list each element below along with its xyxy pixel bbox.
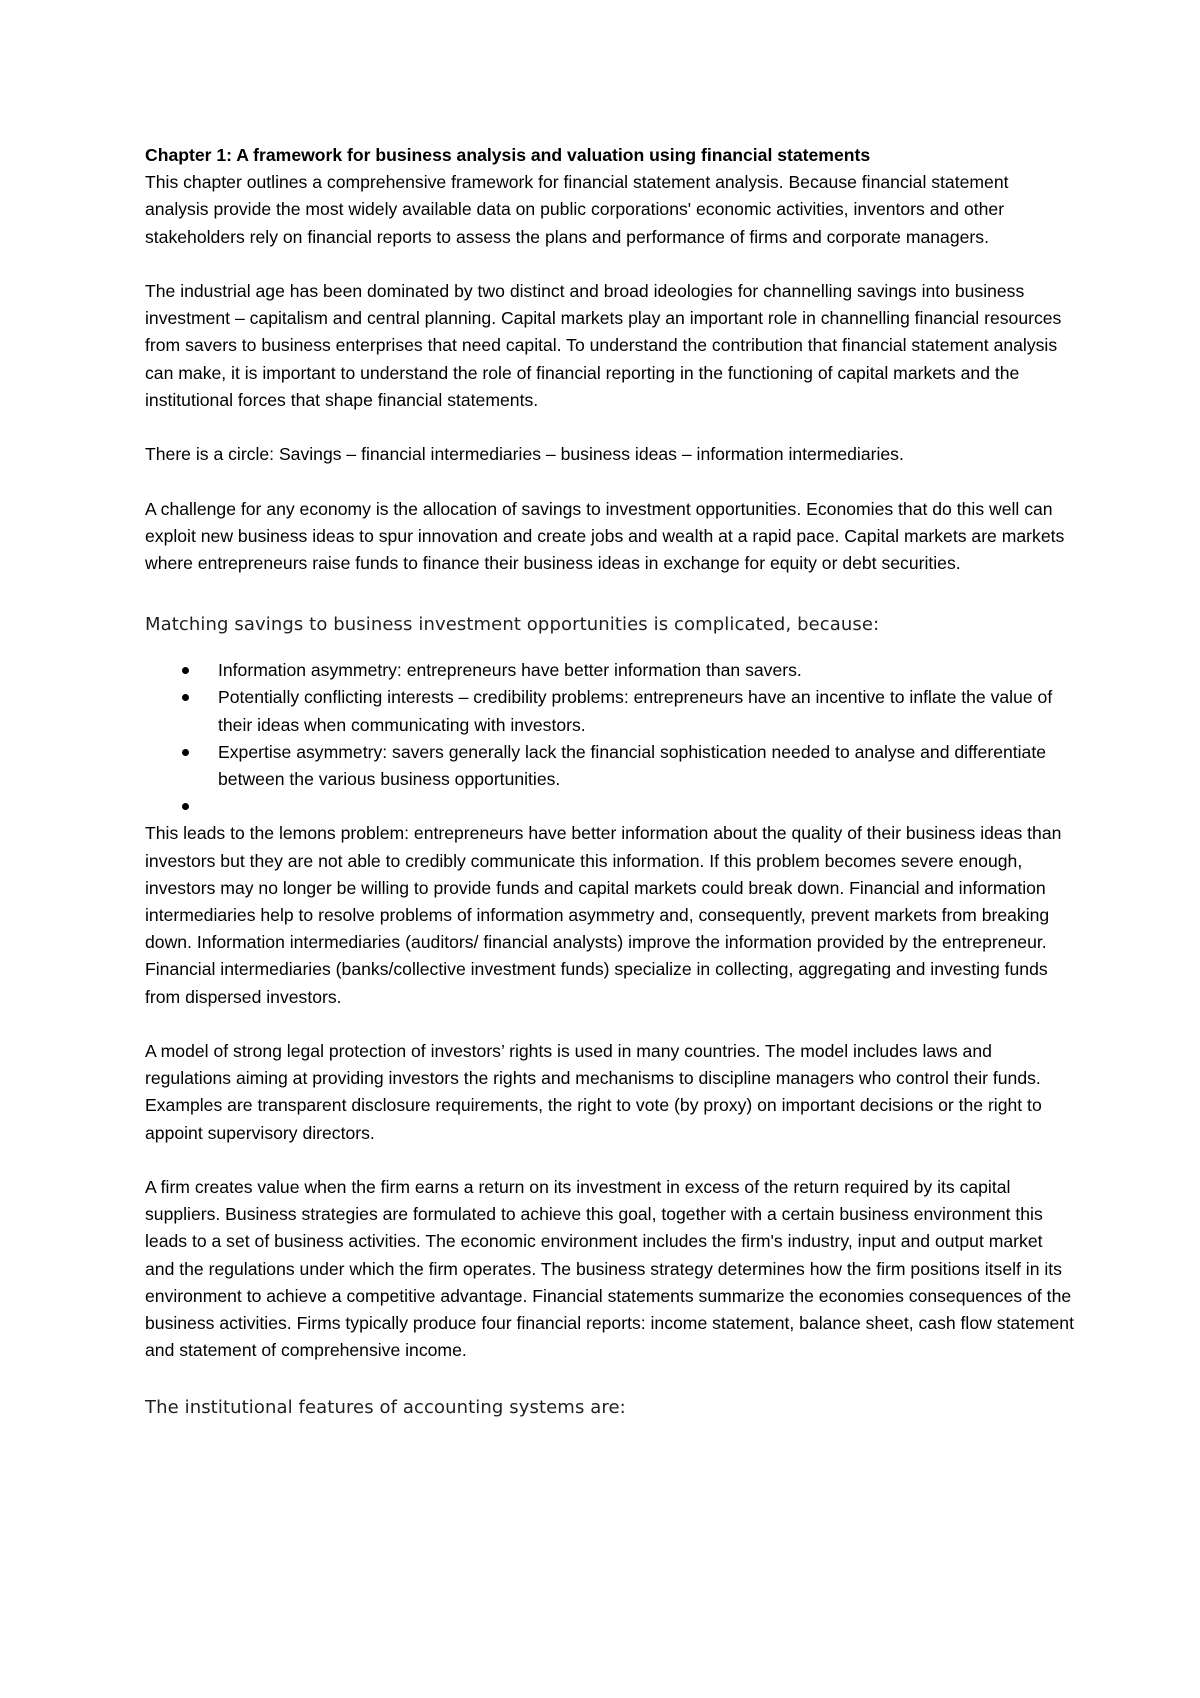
matching-heading: Matching savings to business investment opportunities is complicated, because: [145, 614, 880, 636]
bullet-icon [182, 803, 189, 810]
list-item [145, 739, 1075, 793]
list-item-text: Expertise asymmetry: savers generally lack the financial sophistication needed to analyse and differentiate between the various business opportunities. [218, 741, 1047, 790]
bullet-icon [182, 749, 189, 756]
challenge-paragraph: A challenge for any economy is the allocation of savings to investment opportunities. Economies that do this well can exploit new business ideas to spur innovation and create jobs and wealth at a rapid pace. Capital markets are markets where entrepreneurs raise funds to finance their business ideas in exchange for equity or debt securities. [145, 498, 1065, 573]
bullet-icon [182, 667, 189, 674]
lemons-paragraph: This leads to the lemons problem: entrepreneurs have better information about the quality of their business ideas than investors but they are not able to credibly communicate this information. If this problem becomes severe enough, investors may no longer be willing to provide funds and capital markets could break down. Financial and information intermediaries help to resolve problems of information asymmetry and, consequently, prevent markets from breaking down. Information intermediaries (auditors/ financial analysts) improve the information provided by the entrepreneur. Financial intermediaries (banks/collective investment funds) specialize in collecting, aggregating and investing funds from dispersed investors. [145, 823, 1062, 1007]
document-body [145, 142, 1075, 1421]
list-item-text: Potentially conflicting interests – credibility problems: entrepreneurs have an incentive to inflate the value of their ideas when communicating with investors. [218, 687, 1053, 735]
industrial-age-paragraph: The industrial age has been dominated by two distinct and broad ideologies for channelling savings into business investment – capitalism and central planning. Capital markets play an important role in channelling financial resources from savers to business enterprises that need capital. To understand the contribution that financial statement analysis can make, it is important to understand the role of financial reporting in the functioning of capital markets and the institutional forces that shape financial statements. [145, 281, 1062, 410]
institutional-heading: The institutional features of accounting systems are: [145, 1397, 626, 1419]
list-item [145, 684, 1075, 738]
circle-paragraph: There is a circle: Savings – financial intermediaries – business ideas – information intermediaries. [145, 444, 904, 465]
legal-protection-paragraph: A model of strong legal protection of investors’ rights is used in many countries. The model includes laws and regulations aiming at providing investors the rights and mechanisms to discipline managers who control their funds. Examples are transparent disclosure requirements, the right to vote (by proxy) on important decisions or the right to appoint supervisory directors. [145, 1041, 1042, 1143]
list-item-text: Information asymmetry: entrepreneurs have better information than savers. [218, 660, 802, 681]
intro-paragraph: This chapter outlines a comprehensive framework for financial statement analysis. Because financial statement analysis provide the most widely available data on public corporations' economic activities, inventors and other stakeholders rely on financial reports to assess the plans and performance of firms and corporate managers. [145, 172, 1009, 247]
chapter-title: Chapter 1: A framework for business analysis and valuation using financial statements [145, 145, 871, 165]
bullet-icon [182, 694, 189, 701]
list-item [145, 793, 1075, 820]
value-creation-paragraph: A firm creates value when the firm earns a return on its investment in excess of the return required by its capital suppliers. Business strategies are formulated to achieve this goal, together with a certain business environment this leads to a set of business activities. The economic environment includes the firm's industry, input and output market and the regulations under which the firm operates. The business strategy determines how the firm positions itself in its environment to achieve a competitive advantage. Financial statements summarize the economies consequences of the business activities. Firms typically produce four financial reports: income statement, balance sheet, cash flow statement and statement of comprehensive income. [145, 1177, 1074, 1361]
bullet-list [145, 657, 1075, 820]
list-item [145, 657, 1075, 684]
